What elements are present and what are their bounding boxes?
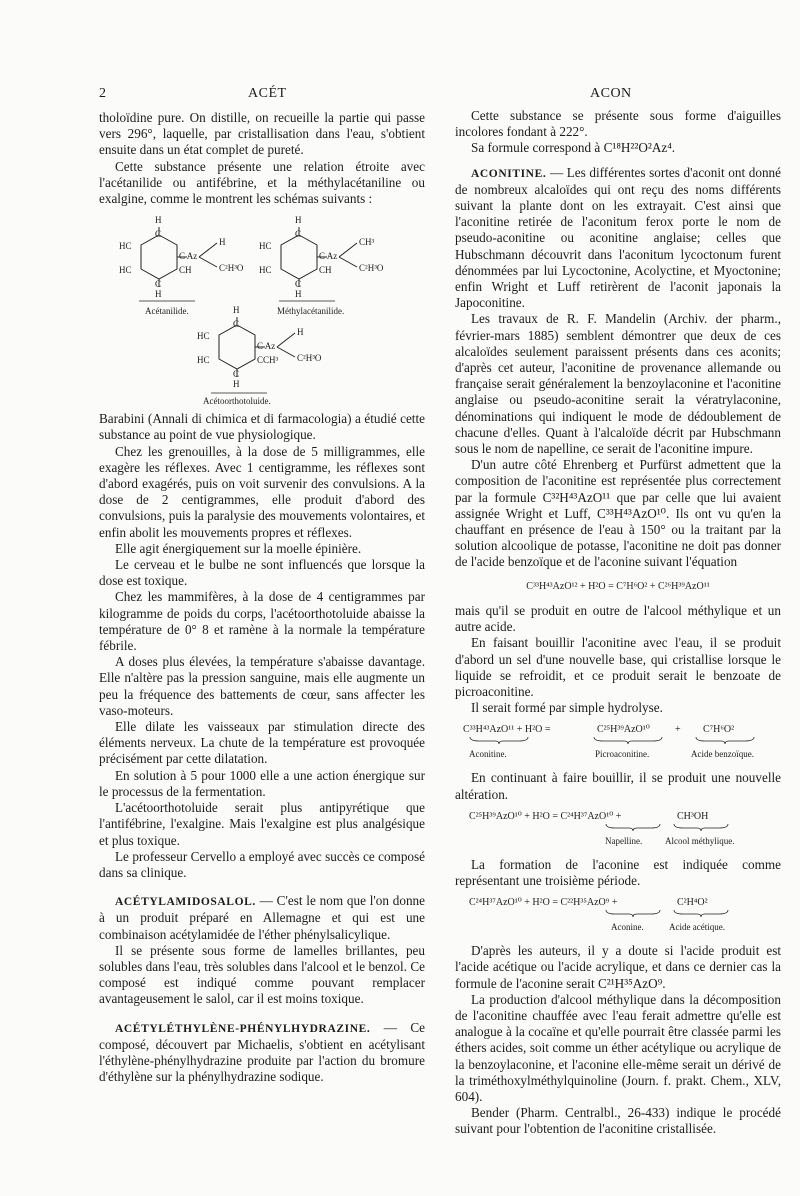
atom-label: C: [155, 279, 162, 290]
entry-heading: ACONITINE.: [471, 167, 547, 180]
paragraph: tholoïdine pure. On distille, on recueille la partie qui passe vers 296°, laquelle, par cristallisation dans l'eau, s'obtient ensuite dans un état complet de pureté.: [99, 110, 425, 158]
entry-text: — Les différentes sortes d'aconit ont donné de nombreux alcaloïdes qui ont reçu des noms différents suivant la plante dont on les extrayait. C'est ainsi que l'aconitine retirée de l'aconitum ferox porte le nom de pseudo-aconitine ou aconitine anglaise; celles que Hubschmann découvrit dans l'aconitum lycoctonum furent dénommées par lui Lycoctonine, Acolyctine, et Myoctonine; enfin Wright et Luff retirèrent de l'aconit japonais la Japoconitine.: [455, 164, 781, 311]
atom-label: C: [295, 279, 302, 290]
paragraph: Cette substance présente une relation étroite avec l'acétanilide ou antifébrine, et la méthylacétaniline ou exalgine, comme le montrent les schémas suivants :: [99, 158, 425, 207]
left-column: [99, 110, 425, 1085]
atom-label: CH: [319, 265, 332, 276]
paragraph: mais qu'il se produit en outre de l'alcool méthylique et un autre acide.: [455, 602, 781, 635]
atom-label: H: [233, 305, 240, 316]
equation-lhs: C²⁴H³⁷AzO¹⁰ + H²O = C²²H³⁵AzO⁹ +: [469, 897, 618, 909]
paragraph: Elle dilate les vaisseaux par stimulation directe des éléments nerveux. La chute de la température est provoquée précisément par cette dilatation.: [99, 719, 425, 767]
paragraph: D'après les auteurs, il y a doute si l'acide produit est l'acide acétique ou l'acide acrylique, et dans ce dernier cas la formule de l'aconine serait C²¹H³⁵AzO⁹.: [455, 943, 781, 991]
atom-label: H: [219, 237, 226, 248]
atom-label: C Az: [257, 341, 276, 352]
atom-label: CCH³: [257, 355, 279, 366]
paragraph: Il serait formé par simple hydrolyse.: [471, 700, 663, 716]
entry-heading: ACÉTYLAMIDOSALOL.: [115, 896, 256, 909]
equation-product: C²⁵H³⁹AzO¹⁰: [597, 724, 650, 736]
paragraph: Les travaux de R. F. Mandelin (Archiv. der pharm., février-mars 1885) semblent démontrer que deux de ces alcaloïdes seulement paraissent présents dans ces aconits; d'après cet auteur, l'aconitine de provenance allemande ou française serait généralement la benzoylaconine et l'aconitine anglaise ou pseudo-aconitine serait la vératrylaconine, dénominations qui indiquent le mode de dédoublement de chacune d'elles. Quant à l'alcaloïde décrit par Hubschmann sous le nom de napelline, ce serait de l'aconitine impure.: [455, 311, 781, 457]
formula-caption: Acétanilide.: [145, 306, 189, 317]
underbrace: [695, 736, 755, 744]
paragraph: Bender (Pharm. Centralbl., 26-433) indique le procédé suivant pour l'obtention de l'aconitine cristallisée.: [455, 1105, 781, 1137]
equation-hydrolysis: [455, 722, 781, 766]
right-column: [455, 108, 781, 1138]
paragraph: En faisant bouillir l'aconitine avec l'eau, il se produit d'abord un sel d'une nouvelle base, qui cristallise lorsque le liquide se refroidit, et ce produit serait le benzoate de picroaconitine.: [455, 635, 781, 699]
paragraph: Barabini (Annali di chimica et di farmacologia) a étudié cette substance au point de vue physiologique.: [99, 411, 425, 443]
underbrace: [673, 823, 729, 831]
running-head-right: ACON: [590, 86, 632, 101]
equation-aconine: [455, 895, 781, 939]
equation: C³³H⁴³AzO¹² + H²O = C⁷H⁶O² + C²⁶H³⁹AzO¹¹: [526, 580, 710, 592]
underbrace: [593, 736, 663, 744]
compound-name: Acide acétique.: [669, 922, 725, 933]
paragraph: L'acétoorthotoluide serait plus antipyrétique que l'antifébrine, l'exalgine. Mais l'exalgine est plus analgésique et plus toxique.: [99, 800, 425, 848]
atom-label: C Az: [319, 251, 338, 262]
structural-formulas: [99, 213, 425, 407]
atom-label: H: [295, 289, 302, 300]
atom-label: C: [295, 229, 302, 240]
formula-caption: Méthylacétanilide.: [277, 306, 345, 317]
underbrace: [469, 736, 529, 744]
paragraph: Chez les grenouilles, à la dose de 5 milligrammes, elle exagère les réflexes. Avec 1 centigramme, les réflexes sont d'abord exagérés, puis on voit survenir des convulsions. A la dose de 2 centigrammes, elle produit d'abord des convulsions, puis la paralysie des mouvements volontaires, et enfin abolit les mouvements propres et réflexes.: [99, 443, 425, 540]
running-head-left: ACÉT: [248, 86, 287, 101]
paragraph: Chez les mammifères, à la dose de 4 centigrammes par kilogramme de poids du corps, l'acétoorthotoluide abaisse la température de 0° 8 et ramène à la normale la température fébrile.: [99, 589, 425, 654]
equation-product: C²H⁴O²: [677, 897, 708, 909]
paragraph: Elle agit énergiquement sur la moelle épinière.: [115, 540, 362, 556]
paragraph: La production d'alcool méthylique dans la décomposition de l'aconitine chauffée avec l'eau ferait admettre qu'elle est analogue à la cocaïne et qu'elle pourrait être classée parmi les éthers acides, soit comme un éther acétylique ou acrylique de la benzoylaconine, et l'aconine elle-même serait un dérivé de la triméthoxylméthylquinoline (Journ. f. prakt. Chem., XLV, 604).: [455, 991, 781, 1104]
formula-caption: Acétoorthotoluide.: [203, 396, 271, 407]
paragraph: Sa formule correspond à C¹⁸H²²O²Az⁴.: [471, 140, 676, 156]
equation-lhs: C²⁵H³⁹AzO¹⁰ + H²O = C²⁴H³⁷AzO¹⁰ +: [469, 810, 622, 822]
atom-label: CH³: [359, 237, 375, 248]
paragraph: La formation de l'aconine est indiquée comme représentant une troisième période.: [455, 856, 781, 888]
paragraph: Il se présente sous forme de lamelles brillantes, peu solubles dans l'eau, très solubles dans l'alcool et le benzol. Ce composé est indiqué comme pouvant remplacer avantageusement le salol, car il est moins toxique.: [99, 942, 425, 1007]
atom-label: C: [155, 229, 162, 240]
entry-text: — Ce composé, découvert par Michaelis, s'obtient en acétylisant l'éthylène-phénylhydrazine produite par l'action du bromure d'éthylène sur la phénylhydrazine sodique.: [99, 1019, 425, 1085]
paragraph: A doses plus élevées, la température s'abaisse davantage. Elle n'altère pas la pression sanguine, mais elle augmente un peu la fréquence des battements de cœur, sans affecter les vaso-moteurs.: [99, 654, 425, 718]
entry-acetylethylene: [99, 1020, 425, 1086]
compound-name: Alcool méthylique.: [665, 835, 735, 846]
entry-heading: ACÉTYLÉTHYLÈNE-PHÉNYLHYDRAZINE.: [115, 1022, 371, 1035]
atom-label: HC: [197, 331, 210, 342]
compound-name: Aconine.: [611, 922, 644, 933]
atom-label: C: [233, 319, 240, 330]
paragraph: Le cerveau et le bulbe ne sont influencés que lorsque la dose est toxique.: [99, 557, 425, 589]
atom-label: C²H³O: [297, 353, 322, 364]
equation-product: CH³OH: [677, 810, 709, 822]
atom-label: HC: [259, 241, 272, 252]
page-number: 2: [99, 86, 107, 101]
atom-label: H: [297, 327, 304, 338]
atom-label: H: [233, 379, 240, 390]
equation-product: C⁷H⁶O²: [703, 724, 735, 736]
atom-label: C²H³O: [359, 263, 384, 274]
atom-label: CH: [179, 265, 192, 276]
equation-plus: +: [675, 724, 681, 736]
atom-label: H: [155, 215, 162, 226]
atom-label: HC: [197, 355, 210, 366]
compound-name: Acide benzoïque.: [691, 749, 754, 760]
underbrace: [605, 823, 661, 831]
paragraph: D'un autre côté Ehrenberg et Purfürst admettent que la composition de l'aconitine est représentée plus correctement par la formule C³²H⁴³AzO¹¹ que par celle que lui avaient assignée Wright et Luff, C³³H⁴³AzO¹⁰. Ils ont vu qu'en la chauffant en présence de l'eau à 150° ou la traitant par la solution alcoolique de potasse, l'aconitine ne doit pas donner de l'acide benzoïque et de l'aconine suivant l'équation: [455, 457, 781, 570]
compound-name: Picroaconitine.: [595, 749, 650, 760]
atom-label: HC: [119, 265, 132, 276]
entry-aconitine: [455, 165, 781, 312]
underbrace: [605, 909, 661, 917]
paragraph: En solution à 5 pour 1000 elle a une action énergique sur le processus de la fermentation.: [99, 767, 425, 799]
atom-label: HC: [119, 241, 132, 252]
underbrace: [673, 909, 729, 917]
atom-label: H: [295, 215, 302, 226]
compound-name: Napelline.: [605, 835, 643, 846]
equation-lhs: C³³H⁴³AzO¹¹ + H²O =: [463, 724, 551, 736]
atom-label: H: [155, 289, 162, 300]
atom-label: C Az: [179, 251, 198, 262]
paragraph: En continuant à faire bouillir, il se produit une nouvelle altération.: [455, 770, 781, 802]
entry-text: — C'est le nom que l'on donne à un produit préparé en Allemagne et qui est une combinaison acétylamidée de l'éther phénylsalicylique.: [99, 893, 425, 942]
compound-name: Aconitine.: [469, 749, 507, 760]
atom-label: HC: [259, 265, 272, 276]
atom-label: C: [233, 369, 240, 380]
paragraph: Cette substance se présente sous forme d'aiguilles incolores fondant à 222°.: [455, 108, 781, 140]
entry-acetylamidosalol: [99, 893, 425, 943]
paragraph: Le professeur Cervello a employé avec succès ce composé dans sa clinique.: [99, 848, 425, 880]
atom-label: C²H³O: [219, 263, 244, 274]
equation-alteration: [455, 809, 781, 853]
